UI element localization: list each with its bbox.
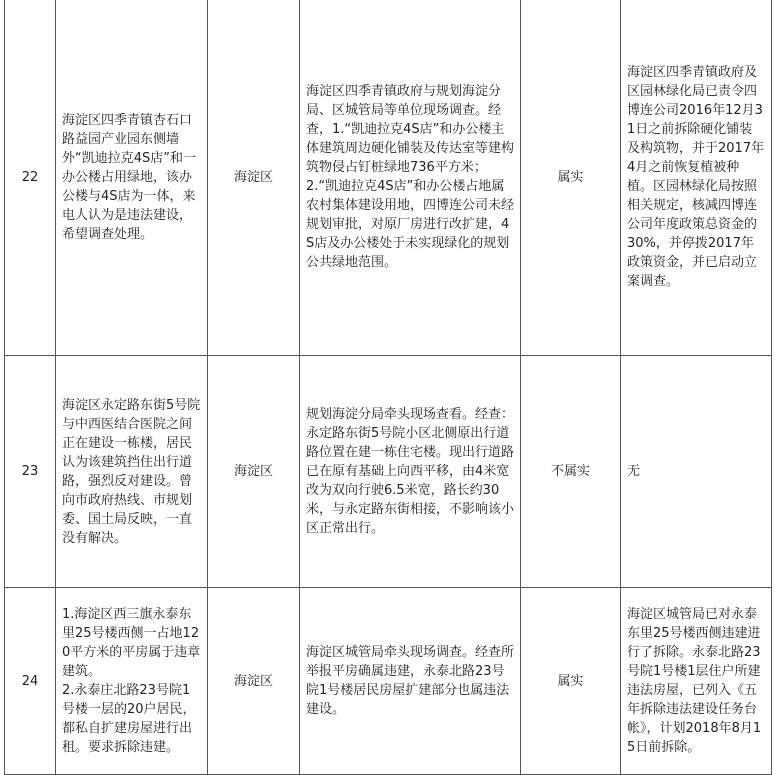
district: 海淀区	[208, 356, 300, 588]
table-row	[5, 356, 772, 588]
complaint-content: 海淀区四季青镇杏石口路益园产业园东侧墙外“凯迪拉克4S店”和一办公楼占用绿地，该办公楼与4S店为一体，来电人认为是违法建设，希望调查处理。	[56, 0, 208, 356]
investigation-result: 规划海淀分局牵头现场查看。经查：永定路东街5号院小区北侧原出行道路位置在建一栋住宅楼。现出行道路已在原有基础上向西平移，由4米宽改为双向行驶6.5米宽，路长约30米，与永定路东街相接，不影响该小区正常出行。	[300, 356, 521, 588]
investigation-result: 海淀区四季青镇政府与规划海淀分局、区城管局等单位现场调查。经查，1.“凯迪拉克4S店”和办公楼主体建筑周边硬化铺装及传达室等建构筑物侵占钉桩绿地736平方米；2.“凯迪拉克4S店”和办公楼占地属农村集体建设用地，四博连公司未经规划审批，对原厂房进行改扩建，4S店及办公楼处于未实现绿化的规划公共绿地范围。	[300, 0, 521, 356]
complaint-item-1: 1.海淀区西三旗永泰东里25号楼西侧一占地120平方米的平房属于违章建筑。	[62, 607, 201, 679]
verdict: 不属实	[521, 356, 621, 588]
district: 海淀区	[208, 0, 300, 356]
handling-result: 海淀区四季青镇政府及区园林绿化局已责令四博连公司2016年12月31日之前拆除硬化铺装及构筑物，并于2017年4月之前恢复植被种植。区园林绿化局按照相关规定，核减四博连公司年度政策总资金的30%，并停拨2017年政策资金，并已启动立案调查。	[621, 0, 772, 356]
investigation-result: 海淀区城管局牵头现场调查。经查所举报平房确属违建，永泰北路23号院1号楼居民房屋扩建部分也属违法建设。	[300, 588, 521, 775]
row-number: 24	[5, 588, 56, 775]
district: 海淀区	[208, 588, 300, 775]
row-number: 23	[5, 356, 56, 588]
complaint-content	[56, 588, 208, 775]
complaint-table	[4, 0, 772, 775]
verdict: 属实	[521, 0, 621, 356]
complaint-content: 海淀区永定路东街5号院与中西医结合医院之间正在建设一栋楼，居民认为该建筑挡住出行道路，强烈反对建设。曾向市政府热线、市规划委、国土局反映，一直没有解决。	[56, 356, 208, 588]
verdict: 属实	[521, 588, 621, 775]
handling-result: 海淀区城管局已对永泰东里25号楼西侧违建进行了拆除。永泰北路23号院1号楼1层住户所建违法房屋，已列入《五年拆除违法建设任务台帐》，计划2018年8月15日前拆除。	[621, 588, 772, 775]
table-row	[5, 588, 772, 775]
table-row	[5, 0, 772, 356]
handling-result: 无	[621, 356, 772, 588]
complaint-item-2: 2.永泰庄北路23号院1号楼一层的20户居民，都私自扩建房屋进行出租。要求拆除违建。	[62, 683, 196, 755]
row-number: 22	[5, 0, 56, 356]
